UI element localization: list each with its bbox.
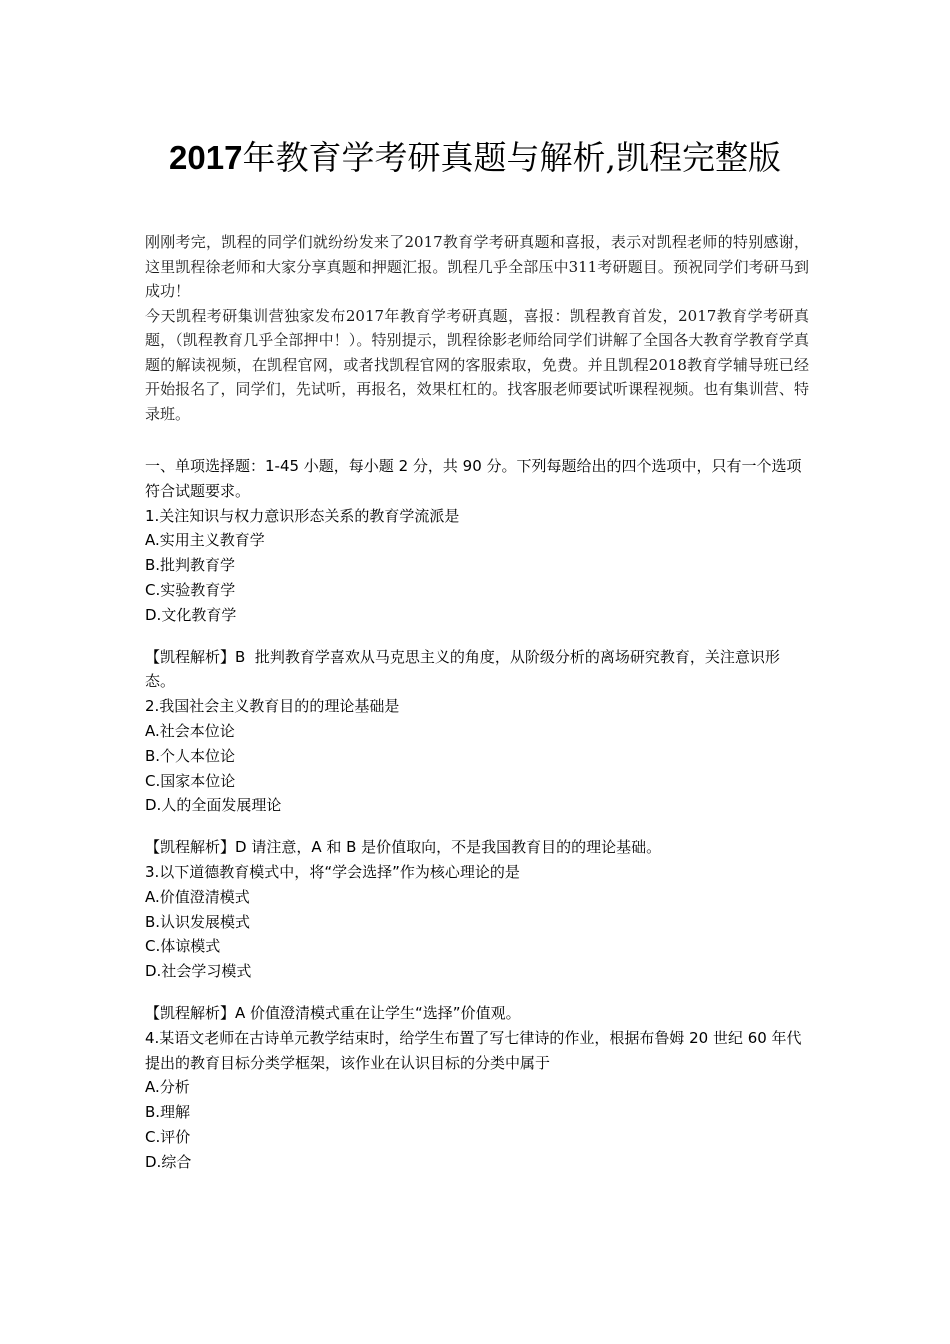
question-section: [145, 454, 809, 1175]
spacer: [145, 628, 809, 645]
option-b: B.批判教育学: [145, 556, 236, 575]
intro-paragraph: 今天凯程考研集训营独家发布2017年教育学考研真题，喜报：凯程教育首发，2017教育学考研真题，（凯程教育几乎全部押中！）。特别提示，凯程徐影老师给同学们讲解了全国各大教育学教育学真题的解读视频，在凯程官网，或者找凯程官网的客服索取，免费。并且凯程2018教育学辅导班已经开始报名了，同学们，先试听，再报名，效果杠杠的。找客服老师要试听课程视频。也有集训营、特录班。: [145, 306, 809, 423]
question-stem: 2.我国社会主义教育目的的理论基础是: [145, 697, 400, 716]
option-a: A.实用主义教育学: [145, 531, 265, 550]
option-c: C.体谅模式: [145, 937, 221, 956]
question-stem: 4.某语文老师在古诗单元教学结束时，给学生布置了写七律诗的作业，根据布鲁姆 20 世纪 60 年代提出的教育目标分类学框架，该作业在认识目标的分类中属于: [145, 1028, 802, 1072]
intro-paragraph: 刚刚考完，凯程的同学们就纷纷发来了2017教育学考研真题和喜报，表示对凯程老师的特别感谢，这里凯程徐老师和大家分享真题和押题汇报。凯程几乎全部压中311考研题目。预祝同学们考研马到成功！: [145, 233, 809, 300]
answer-analysis: 【凯程解析】A 价值澄清模式重在让学生“选择”价值观。: [145, 1003, 521, 1022]
answer-analysis: 【凯程解析】B 批判教育学喜欢从马克思主义的角度，从阶级分析的离场研究教育，关注意识形态。: [145, 647, 780, 691]
question-stem: 3.以下道德教育模式中，将“学会选择”作为核心理论的是: [145, 862, 520, 881]
option-d: D.人的全面发展理论: [145, 796, 282, 815]
title-year: 2017: [169, 139, 243, 176]
option-a: A.社会本位论: [145, 721, 235, 740]
section-heading: 一、单项选择题：1-45 小题，每小题 2 分，共 90 分。下列每题给出的四个选项中，只有一个选项符合试题要求。: [145, 457, 802, 500]
spacer: [145, 984, 809, 1001]
option-c: C.国家本位论: [145, 771, 236, 790]
option-b: B.理解: [145, 1103, 191, 1122]
option-d: D.社会学习模式: [145, 962, 252, 981]
option-d: D.文化教育学: [145, 605, 237, 624]
title-text: 年教育学考研真题与解析,凯程完整版: [242, 138, 781, 177]
intro-section: [145, 230, 809, 426]
document-title: [100, 134, 850, 182]
option-b: B.认识发展模式: [145, 912, 251, 931]
option-c: C.实验教育学: [145, 580, 236, 599]
option-a: A.价值澄清模式: [145, 887, 250, 906]
option-c: C.评价: [145, 1127, 191, 1146]
option-b: B.个人本位论: [145, 746, 236, 765]
option-d: D.综合: [145, 1152, 192, 1171]
spacer: [145, 818, 809, 835]
option-a: A.分析: [145, 1078, 190, 1097]
question-stem: 1.关注知识与权力意识形态关系的教育学流派是: [145, 506, 460, 525]
answer-analysis: 【凯程解析】D 请注意，A 和 B 是价值取向，不是我国教育目的的理论基础。: [145, 838, 662, 857]
